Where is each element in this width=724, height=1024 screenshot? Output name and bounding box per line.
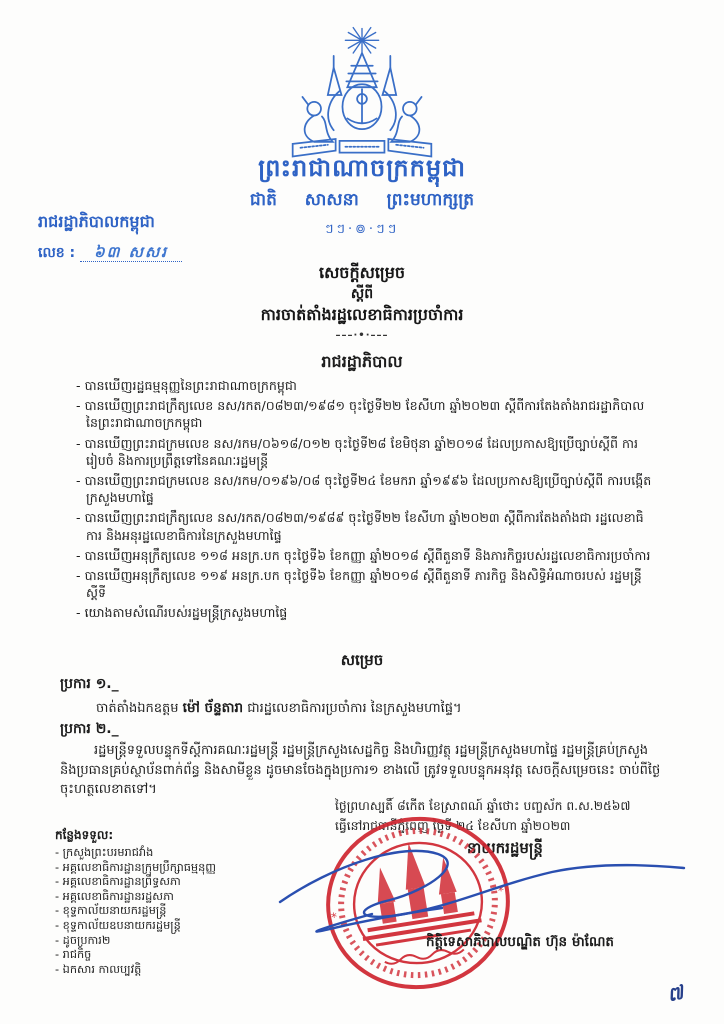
- kingdom-title: ព្រះរាជាណាចក្រកម្ពុជា: [258, 154, 466, 182]
- basis-item: - បានឃើញអនុក្រឹត្យលេខ ១១៨ អនក្រ.បក ចុះថ្ងៃទី៦ ខែកញ្ញា ឆ្នាំ២០១៨ ស្តីពីតួនាទី និងភារកិច្ចរបស់រដ្ឋលេខាធិការប្រចាំការ: [76, 547, 654, 564]
- recipients-list: [55, 846, 305, 977]
- document-type: សេចក្តីសម្រេច: [318, 263, 405, 282]
- recipient-item: - ខុទ្ទកាល័យនាយករដ្ឋមន្ត្រី: [55, 904, 305, 919]
- svg-text:*: *: [330, 909, 339, 925]
- recipients-block: [55, 827, 305, 977]
- basis-item: - បានឃើញព្រះរាជក្រមលេខ នស/រកម/០១៩៦/០៨ ចុះថ្ងៃទី២៤ ខែមករា ឆ្នាំ១៩៩៦ ដែលប្រកាសឱ្យប្រើច្បាប់ស្តីពី ការបង្កើតក្រសួងមហាផ្ទៃ: [76, 472, 654, 506]
- signer-name: កិត្តិទេសាភិបាលបណ្ឌិត ហ៊ុន ម៉ាណែត: [425, 934, 615, 950]
- recipient-item: - អគ្គលេខាធិការដ្ឋានរដ្ឋសភា: [55, 890, 305, 905]
- appointee-name: ម៉ៅ ច័ន្ទតារា: [182, 700, 244, 716]
- article-1-text: [96, 699, 656, 719]
- basis-item: - បានឃើញព្រះរាជក្រឹត្យលេខ នស/រកត/០៨២៣/១៩៨១ ចុះថ្ងៃទី២២ ខែសីហា ឆ្នាំ២០២៣ ស្តីពីការតែងតាំងរាជរដ្ឋាភិបាល នៃព្រះរាជាណាចក្រកម្ពុជា: [76, 397, 654, 431]
- government-name: រាជរដ្ឋាភិបាលកម្ពុជា: [38, 212, 155, 231]
- handwritten-page-mark: ៧: [665, 981, 686, 1007]
- document-title-block: [0, 262, 724, 341]
- basis-item: - បានឃើញរដ្ឋធម្មនុញ្ញនៃព្រះរាជាណាចក្រកម្ពុជា: [76, 377, 654, 394]
- signature-ink: [252, 828, 698, 946]
- decides-heading: សម្រេច: [340, 651, 384, 669]
- article-1-label: ប្រការ ១._: [60, 676, 119, 692]
- svg-text:*: *: [497, 883, 506, 899]
- radiant-star: [345, 28, 378, 53]
- gregorian-date-line: ធ្វើនៅរាជធានីភ្នំពេញ ថ្ងៃទី ២៤ ខែសីហា ឆ្នាំ២០២៣: [335, 819, 571, 833]
- prime-minister-title: នាយករដ្ឋមន្ត្រី: [467, 839, 543, 857]
- royal-arms-emblem-icon: [279, 26, 445, 164]
- recipient-item: - ដូចប្រការ២: [55, 934, 305, 949]
- reference-number-value: ៦៣ សសរ: [80, 243, 182, 262]
- title-divider-ornament: –––·•·–––: [335, 330, 389, 341]
- lunar-date-line: ថ្ងៃព្រហស្បតិ៍ ៨កើត ខែស្រាពណ៍ ឆ្នាំថោះ បញ្ចស័ក ព.ស.២៥៦៧: [335, 799, 631, 813]
- basis-item: - បានឃើញព្រះរាជក្រឹត្យលេខ នស/រកត/០៨២៣/១៩៨៩ ចុះថ្ងៃទី២២ ខែសីហា ឆ្នាំ២០២៣ ស្តីពីការតែងតាំងជា រដ្ឋលេខាធិការ និងអនុរដ្ឋលេខាធិការនៃក្រសួងមហាផ្ទៃ: [76, 509, 654, 543]
- recipient-item: - ឯកសារ កាលប្បវត្តិ: [55, 963, 305, 978]
- article-2-label: ប្រការ ២._: [60, 721, 119, 737]
- recipient-item: - ខុទ្ទកាល័យឧបនាយករដ្ឋមន្ត្រី: [55, 919, 305, 934]
- recipient-item: - ក្រសួងព្រះបរមរាជវាំង: [55, 846, 305, 861]
- national-motto: ជាតិ សាសនា ព្រះមហាក្សត្រ: [249, 190, 475, 210]
- reference-number-label: លេខ :: [38, 245, 76, 261]
- article-2-text: រដ្ឋមន្ត្រីទទួលបន្ទុកទីស្តីការគណៈរដ្ឋមន្ត្រី រដ្ឋមន្ត្រីក្រសួងសេដ្ឋកិច្ច និងហិរញ្ញវត្ថុ រដ្ឋមន្ត្រីក្រសួងមហាផ្ទៃ រដ្ឋមន្ត្រីគ្រប់ក្រសួង និងប្រធានគ្រប់ស្ថាប័នពាក់ព័ន្ធ និងសាមីខ្លួន ដូចមានចែងក្នុងប្រការ១ ខាងលើ ត្រូវទទួលបន្ទុកអនុវត្ត សេចក្តីសម្រេចនេះ ចាប់ពីថ្ងៃចុះហត្ថលេខាតទៅ។: [60, 743, 661, 797]
- basis-item: - យោងតាមសំណើរបស់រដ្ឋមន្ត្រីក្រសួងមហាផ្ទៃ: [76, 604, 654, 621]
- recipient-item: - អគ្គលេខាធិការដ្ឋានក្រុមប្រឹក្សាធម្មនុញ្ញ: [55, 861, 305, 876]
- recipients-heading: កន្លែងទទួល:: [55, 828, 114, 842]
- recipient-item: - រាជកិច្ច: [55, 948, 305, 963]
- header-flourish: ៗៗ·៙·ៗៗ: [324, 222, 400, 237]
- issuing-authority-heading: រាជរដ្ឋាភិបាល: [321, 352, 403, 371]
- recipient-item: - អគ្គលេខាធិការដ្ឋានព្រឹទ្ធសភា: [55, 875, 305, 890]
- article-1-text-after: ជារដ្ឋលេខាធិការប្រចាំការ នៃក្រសួងមហាផ្ទៃ។: [243, 701, 462, 716]
- basis-item: - បានឃើញអនុក្រឹត្យលេខ ១១៩ អនក្រ.បក ចុះថ្ងៃទី៦ ខែកញ្ញា ឆ្នាំ២០១៨ ស្តីពីតួនាទី ភារកិច្ច និងសិទ្ធិអំណាចរបស់ រដ្ឋមន្ត្រីស្តីទី: [76, 567, 654, 601]
- article-1-text-before: ចាត់តាំងឯកឧត្តម: [96, 701, 183, 716]
- decision-basis-list: [76, 377, 654, 625]
- document-subject: ការចាត់តាំងរដ្ឋលេខាធិការប្រចាំការ: [260, 305, 464, 324]
- document-subject-label: ស្តីពី: [350, 286, 374, 302]
- basis-item: - បានឃើញព្រះរាជក្រមលេខ នស/រកម/០៦១៨/០១២ ចុះថ្ងៃទី២៨ ខែមិថុនា ឆ្នាំ២០១៨ ដែលប្រកាសឱ្យប្រើច្បាប់ស្តីពី ការរៀបចំ និងការប្រព្រឹត្តទៅនៃគណៈរដ្ឋមន្ត្រី: [76, 435, 654, 469]
